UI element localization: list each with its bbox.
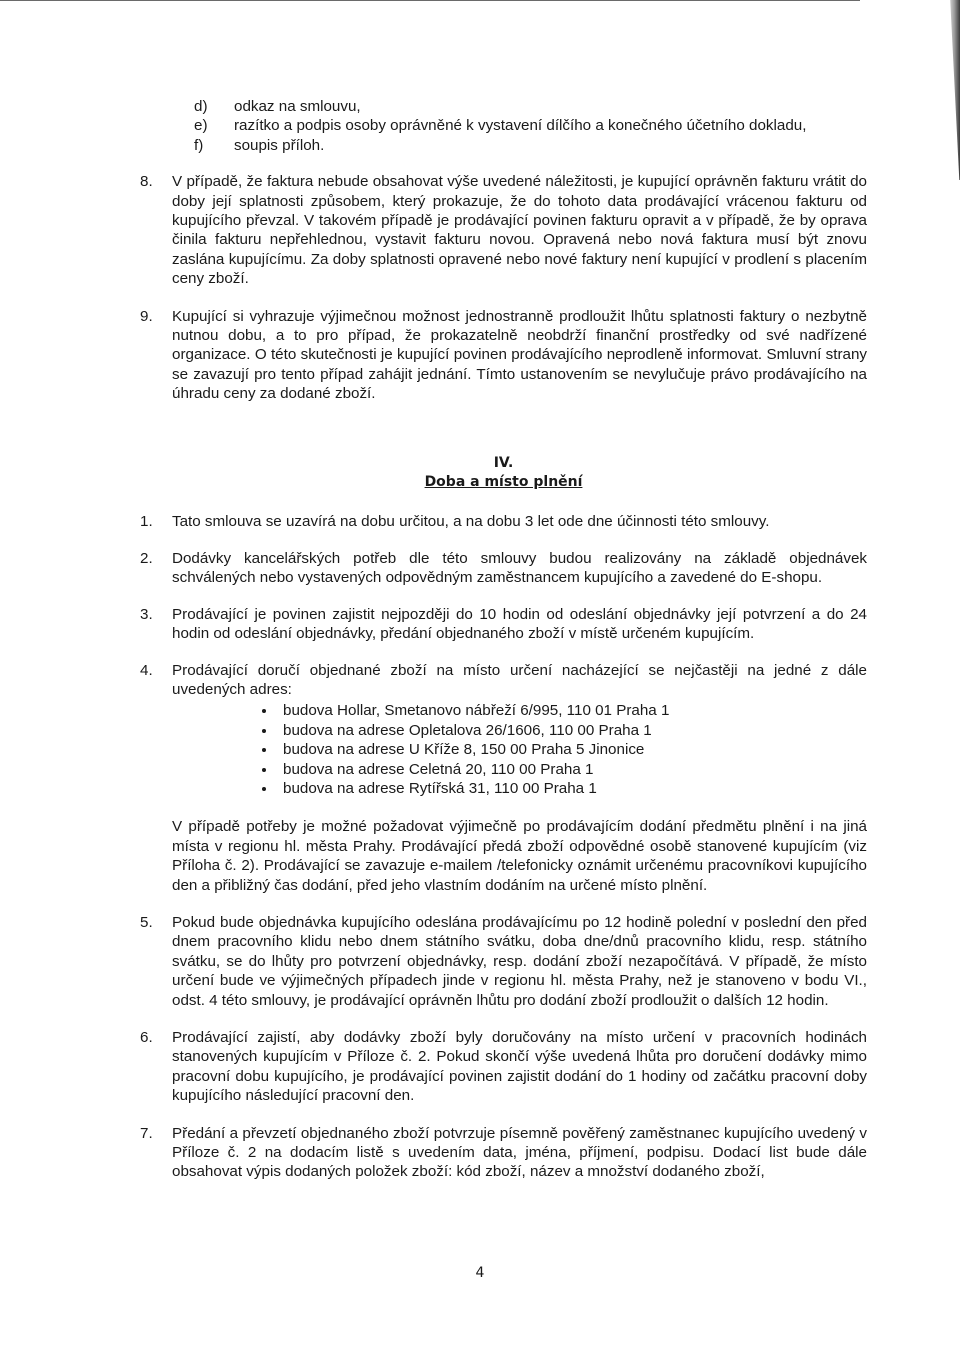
paragraph-number: 2. <box>140 549 153 567</box>
paragraph-8 <box>140 172 867 288</box>
paragraph-text: Prodávající zajistí, aby dodávky zboží byly doručovány na místo určení v pracovních hodinách stanovených kupujícím v Příloze č. 2. Pokud skončí výše uvedená lhůta pro doručení dodávky mimo pracovní dobu kupujícího, je prodávající povinen zajistit dodání do 1 hodiny od začátku pracovní doby kupujícího následující pracovní den. <box>172 1029 867 1105</box>
paragraph-number: 3. <box>140 605 153 623</box>
list-item <box>140 116 867 135</box>
scan-edge-corner <box>946 0 960 180</box>
section-number: IV. <box>493 454 514 471</box>
paragraph-text: Pokud bude objednávka kupujícího odeslána prodávajícímu po 12 hodině polední v poslední den před dnem pracovního klidu nebo dnem státního svátku, doba dne/dnů pracovního klidu, resp. státního svátku, se do lhůty pro potvrzení objednávky, resp. dodání zboží nezapočítává. V případě, že místo určení bude ve výjimečných případech jinde v regionu hl. města Prahy, než je stanoveno v bodu VI., odst. 4 této smlouvy, je prodávající oprávněn lhůtu pro dodání zboží prodloužit o dalších 12 hodin. <box>172 914 867 1009</box>
list-item-label: e) <box>194 117 208 135</box>
list-item: • budova na adrese U Kříže 8, 150 00 Praha 5 Jinonice <box>277 740 867 759</box>
paragraph-text: Dodávky kancelářských potřeb dle této smlouvy budou realizovány na základě objednávek schválených nebo vystavených odpovědným zaměstnancem kupujícího a zavedené do E-shopu. <box>172 549 867 587</box>
paragraph-9 <box>140 307 867 404</box>
address-list <box>140 701 867 798</box>
scan-edge-top <box>0 0 860 5</box>
list-item-text: soupis příloh. <box>234 136 325 154</box>
paragraph-2 <box>140 549 867 588</box>
paragraph-text: Prodávající doručí objednané zboží na místo určení nacházející se nejčastěji na jedné z dále uvedených adres: <box>172 661 867 698</box>
list-item-label: d) <box>194 98 208 115</box>
paragraph-number: 6. <box>140 1029 153 1047</box>
paragraph-text: Předání a převzetí objednaného zboží potvrzuje písemně pověřený zaměstnanec kupujícího uvedený v Příloze č. 2 na dodacím listě s uvedením data, jména, příjmení, podpisu. Dodací list bude dále obsahovat výpis dodaných položek zboží: kód zboží, název a množství dodaného zboží, <box>172 1124 867 1181</box>
section-heading <box>140 454 867 493</box>
list-item: • budova na adrese Celetná 20, 110 00 Praha 1 <box>277 760 867 779</box>
sub-list <box>140 97 867 155</box>
paragraph-number: 7. <box>140 1124 153 1142</box>
paragraph-text: V případě, že faktura nebude obsahovat výše uvedené náležitosti, je kupující oprávněn fakturu vrátit do doby její splatnosti způsobem, který prokazuje, že do tohoto data prodávající vrácenou fakturu od kupujícího převzal. V takovém případě je prodávající povinen fakturu opravit a v případě, že by oprava činila fakturu nepřehlednou, vystavit fakturu novou. Opravená nebo nová faktura musí být znovu zaslána kupujícímu. Za doby splatnosti opravené nebo nové faktury není kupující v prodlení s placením ceny zboží. <box>172 173 867 288</box>
paragraph-text: V případě potřeby je možné požadovat výjimečně po prodávajícím dodání předmětu plnění i na jiná místa v regionu hl. města Prahy. Prodávající předá zboží odpovědné osobě stanovené kupujícím (viz Příloha č. 2). Prodávající se zavazuje e-mailem /telefonicky oznámit určenému pracovníkovi kupujícího den a přibližný čas dodání, před jeho vlastním dodáním na určené místo plnění. <box>172 818 867 894</box>
list-item-text: razítko a podpis osoby oprávněné k vystavení dílčího a konečného účetního dokladu, <box>234 117 807 135</box>
list-item <box>140 97 867 116</box>
list-item-text: odkaz na smlouvu, <box>234 98 361 115</box>
list-item: • budova Hollar, Smetanovo nábřeží 6/995, 110 01 Praha 1 <box>277 701 867 720</box>
list-item <box>140 136 867 155</box>
paragraph-4 <box>140 661 867 700</box>
paragraph-number: 9. <box>140 307 153 325</box>
paragraph-1 <box>140 512 867 531</box>
list-item: • budova na adrese Rytířská 31, 110 00 Praha 1 <box>277 779 867 798</box>
paragraph-4-continued <box>140 817 867 895</box>
paragraph-5 <box>140 913 867 1010</box>
document-page <box>140 97 867 1182</box>
section-title: Doba a místo plnění <box>424 474 583 491</box>
paragraph-text: Prodávající je povinen zajistit nejpozději do 10 hodin od odeslání objednávky její potvrzení a do 24 hodin od odeslání objednávky, předání objednaného zboží v místě určeném kupujícím. <box>172 605 867 643</box>
paragraph-text: Kupující si vyhrazuje výjimečnou možnost jednostranně prodloužit lhůtu splatnosti faktury o nezbytně nutnou dobu, a to pro případ, že prokazatelně neobdrží finanční prostředky od své nadřízené organizace. O této skutečnosti je kupující povinen prodávajícího neprodleně informovat. Smluvní strany se zavazují pro tento případ zahájit jednání. Tímto ustanovením se nevylučuje právo prodávajícího na úhradu ceny za dodané zboží. <box>172 307 867 403</box>
paragraph-3 <box>140 605 867 644</box>
list-item: • budova na adrese Opletalova 26/1606, 110 00 Praha 1 <box>277 721 867 740</box>
paragraph-7 <box>140 1124 867 1182</box>
paragraph-number: 1. <box>140 512 153 530</box>
paragraph-number: 5. <box>140 914 153 931</box>
page-number: 4 <box>475 1265 485 1281</box>
paragraph-text: Tato smlouva se uzavírá na dobu určitou, a na dobu 3 let ode dne účinnosti této smlouvy. <box>172 512 770 530</box>
paragraph-number: 4. <box>140 661 153 679</box>
paragraph-6 <box>140 1028 867 1106</box>
paragraph-number: 8. <box>140 173 153 191</box>
list-item-label: f) <box>194 136 204 154</box>
